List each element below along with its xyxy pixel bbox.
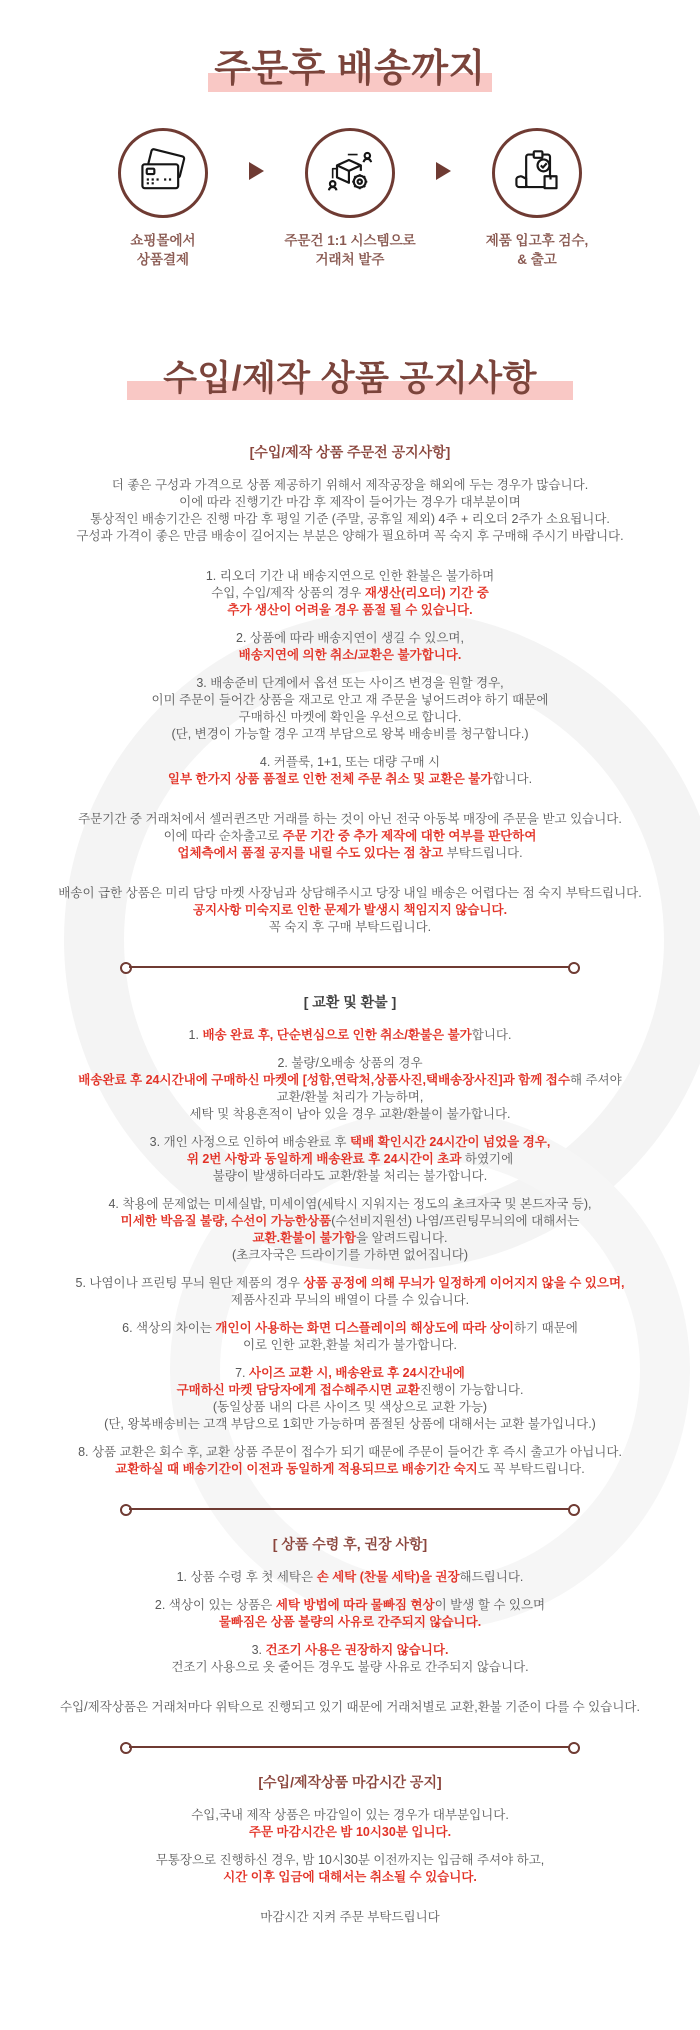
order-system-icon xyxy=(324,147,376,199)
step-payment xyxy=(77,128,249,269)
step-inspection-shipping xyxy=(451,128,623,269)
notice-paragraph: 2. 불량/오배송 상품의 경우 배송완료 후 24시간내에 구매하신 마켓에 [성함,연락처,상품사진,택배송장사진]과 함께 접수해 주셔야 교환/환불 처리가 가능하며, 세탁 및 착용흔적이 남아 있을 경우 교환/환불이 불가합니다. xyxy=(78,1055,622,1121)
page-title-notice xyxy=(163,358,537,398)
credit-card-icon xyxy=(137,147,189,199)
notice-paragraph: 1. 리오더 기간 내 배송지연으로 인한 환불은 불가하며 수입, 수입/제작 상품의 경우 재생산(리오더) 기간 중 추가 생산이 어려울 경우 품절 될 수 있습니다. xyxy=(205,568,495,617)
section-heading: [수입/제작상품 마감시간 공지] xyxy=(258,1773,442,1790)
notice-paragraph: 무통장으로 진행하신 경우, 밤 10시30분 이전까지는 입금해 주셔야 하고, 시간 이후 입금에 대해서는 취소될 수 있습니다. xyxy=(155,1852,545,1884)
inspection-shipping-icon xyxy=(511,147,563,199)
notice-paragraph: 7. 사이즈 교환 시, 배송완료 후 24시간내에 구매하신 마켓 담당자에게 접수해주시면 교환진행이 가능합니다. (동일상품 내의 다른 사이즈 및 색상으로 교환 가능) (단, 왕복배송비는 고객 부담으로 1회만 가능하며 품절된 상품에 대해서는 교환 불가입니다.) xyxy=(104,1365,596,1431)
page-title-text: 수입/제작 상품 공지사항 xyxy=(163,358,537,398)
notice-paragraph: 2. 색상이 있는 상품은 세탁 방법에 따라 물빠짐 현상이 발생 할 수 있으며 물빠짐은 상품 불량의 사유로 간주되지 않습니다. xyxy=(154,1597,546,1629)
notice-paragraph: 수입,국내 제작 상품은 마감일이 있는 경우가 대부분입니다. 주문 마감시간은 밤 10시30분 입니다. xyxy=(191,1807,509,1839)
arrow-right-icon xyxy=(249,162,264,180)
section-divider xyxy=(120,1504,580,1514)
page-title-text: 주문후 배송까지 xyxy=(214,48,486,90)
step-caption xyxy=(130,231,195,269)
section-heading: [ 교환 및 환불 ] xyxy=(303,993,397,1010)
step-circle xyxy=(118,128,208,218)
order-process-steps xyxy=(0,128,700,269)
notice-paragraph: 6. 색상의 차이는 개인이 사용하는 화면 디스플레이의 해상도에 따라 상이하기 때문에 이로 인한 교환,환불 처리가 불가합니다. xyxy=(122,1320,578,1352)
step-caption-line: 쇼핑몰에서 xyxy=(130,232,196,248)
spacer xyxy=(0,799,700,811)
notice-paragraph: 5. 나염이나 프린팅 무늬 원단 제품의 경우 상품 공정에 의해 무늬가 일정하게 이어지지 않을 수 있으며, 제품사진과 무늬의 배열이 다를 수 있습니다. xyxy=(75,1275,625,1307)
notice-paragraph: 수입/제작상품은 거래처마다 위탁으로 진행되고 있기 때문에 거래처별로 교환,환불 기준이 다를 수 있습니다. xyxy=(60,1699,640,1714)
notice-paragraph: 3. 건조기 사용은 권장하지 않습니다. 건조기 사용으로 옷 줄어든 경우도 불량 사유로 간주되지 않습니다. xyxy=(171,1642,529,1674)
notice-paragraph: 2. 상품에 따라 배송지연이 생길 수 있으며, 배송지연에 의한 취소/교환은 불가합니다. xyxy=(236,630,464,662)
notice-paragraph: 4. 커플룩, 1+1, 또는 대량 구매 시 일부 한가지 상품 품절로 인한 전체 주문 취소 및 교환은 불가합니다. xyxy=(167,754,533,786)
notice-paragraph: 배송이 급한 상품은 미리 담당 마켓 사장님과 상담해주시고 당장 내일 배송은 어렵다는 점 숙지 부탁드립니다. 공지사항 미숙지로 인한 문제가 발생시 책임지지 않습니다. 꼭 숙지 후 구매 부탁드립니다. xyxy=(58,885,642,934)
section-divider xyxy=(120,1742,580,1752)
step-caption-line: 주문건 1:1 시스템으로 xyxy=(284,232,416,248)
notice-paragraph: 더 좋은 구성과 가격으로 상품 제공하기 위해서 제작공장을 해외에 두는 경우가 많습니다. 이에 따라 진행기간 마감 후 제작이 들어가는 경우가 대부분이며 통상적인 배송기간은 진행 마감 후 평일 기준 (주말, 공휴일 제외) 4주 + 리오더 2주가 소요됩니다. 구성과 가격이 좋은 만큼 배송이 길어지는 부분은 양해가 필요하며 꼭 숙지 후 구매해 주시기 바랍니다. xyxy=(76,477,624,543)
notice-paragraph: 1. 상품 수령 후 첫 세탁은 손 세탁 (찬물 세탁)을 권장해드립니다. xyxy=(176,1569,524,1584)
notice-paragraph: 마감시간 지켜 주문 부탁드립니다 xyxy=(260,1909,440,1924)
notice-paragraph: 3. 배송준비 단계에서 옵션 또는 사이즈 변경을 원할 경우, 이미 주문이 들어간 상품을 재고로 안고 재 주문을 넣어드려야 하기 때문에 구매하신 마켓에 확인을 우선으로 합니다. (단, 변경이 가능할 경우 고객 부담으로 왕복 배송비를 청구합니다.) xyxy=(151,675,549,741)
step-circle xyxy=(305,128,395,218)
step-caption xyxy=(486,231,589,269)
page-title-delivery xyxy=(214,50,486,90)
step-caption-line: 거래처 발주 xyxy=(315,251,385,267)
notice-content xyxy=(0,444,700,1926)
section-heading: [ 상품 수령 후, 권장 사항] xyxy=(272,1535,428,1552)
spacer xyxy=(0,1687,700,1699)
spacer xyxy=(0,556,700,568)
notice-paragraph: 4. 착용에 문제없는 미세실밥, 미세이염(세탁시 지워지는 정도의 초크자국 및 본드자국 등), 미세한 박음질 불량, 수선이 가능한상품(수선비지원선) 나염/프린팅무늬의에 대해서는 교환.환불이 불가함을 알려드립니다. (초크자국은 드라이기를 가하면 없어집니다) xyxy=(108,1196,592,1262)
arrow-right-icon xyxy=(436,162,451,180)
step-caption xyxy=(284,231,415,269)
notice-paragraph: 3. 개인 사정으로 인하여 배송완료 후 택배 확인시간 24시간이 넘었을 경우, 위 2번 사항과 동일하게 배송완료 후 24시간이 초과 하였기에 불량이 발생하더라도 교환/환불 처리는 불가합니다. xyxy=(149,1134,551,1183)
spacer xyxy=(0,873,700,885)
notice-paragraph: 1. 배송 완료 후, 단순변심으로 인한 취소/환불은 불가합니다. xyxy=(188,1027,512,1042)
step-caption-line: 상품결제 xyxy=(136,251,190,267)
notice-paragraph: 8. 상품 교환은 회수 후, 교환 상품 주문이 접수가 되기 때문에 주문이 들어간 후 즉시 출고가 아닙니다. 교환하실 때 배송기간이 이전과 동일하게 적용되므로 배송기간 숙지도 꼭 부탁드립니다. xyxy=(78,1444,622,1476)
step-order-system xyxy=(264,128,436,269)
section-heading: [수입/제작 상품 주문전 공지사항] xyxy=(249,443,451,460)
step-caption-line: 제품 입고후 검수, xyxy=(485,232,589,248)
notice-paragraph: 주문기간 중 거래처에서 셀러퀸즈만 거래를 하는 것이 아닌 전국 아동복 매장에 주문을 받고 있습니다. 이에 따라 순차출고로 주문 기간 중 추가 제작에 대한 여부를 판단하여 업체측에서 품절 공지를 내릴 수도 있다는 점 참고 부탁드립니다. xyxy=(78,811,622,860)
step-caption-line: & 출고 xyxy=(517,251,557,267)
step-circle xyxy=(492,128,582,218)
spacer xyxy=(0,1897,700,1909)
section-divider xyxy=(120,962,580,972)
